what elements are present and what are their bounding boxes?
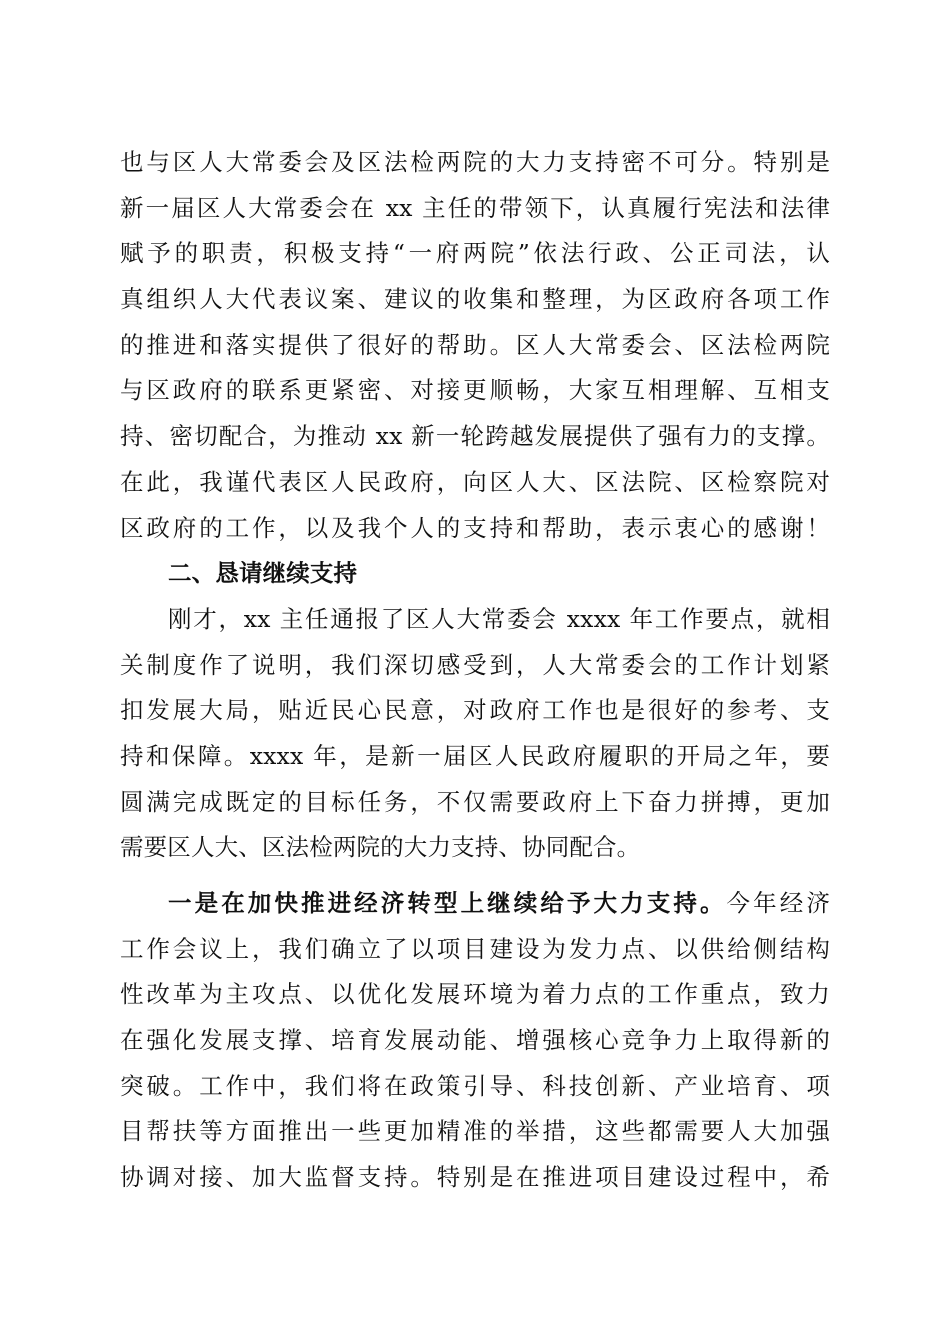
paragraph-line: 新一届区人大常委会在 xx 主任的带领下，认真履行宪法和法律 bbox=[120, 193, 830, 222]
paragraph-line: 也与区人大常委会及区法检两院的大力支持密不可分。特别是 bbox=[120, 148, 830, 176]
paragraph-line: 在此，我谨代表区人民政府，向区人大、区法院、区检察院对 bbox=[120, 467, 830, 496]
paragraph-line: 在强化发展支撑、培育发展动能、增强核心竞争力上取得新的 bbox=[120, 1026, 830, 1055]
paragraph-lead: 一是在加快推进经济转型上继续给予大力支持。 bbox=[168, 889, 727, 917]
section-heading: 二、恳请继续支持 bbox=[168, 559, 358, 588]
paragraph-line: 工作会议上，我们确立了以项目建设为发力点、以供给侧结构 bbox=[120, 934, 830, 963]
paragraph-line: 圆满完成既定的目标任务，不仅需要政府上下奋力拼搏，更加 bbox=[120, 787, 830, 816]
paragraph-line: 与区政府的联系更紧密、对接更顺畅，大家互相理解、互相支 bbox=[120, 376, 830, 405]
paragraph-line: 持、密切配合，为推动 xx 新一轮跨越发展提供了强有力的支撑。 bbox=[120, 422, 830, 451]
paragraph-line: 真组织人大代表议案、建议的收集和整理，为区政府各项工作 bbox=[120, 285, 830, 314]
paragraph-line: 目帮扶等方面推出一些更加精准的举措，这些都需要人大加强 bbox=[120, 1117, 830, 1146]
paragraph-request bbox=[120, 597, 830, 871]
paragraph-line: 性改革为主攻点、以优化发展环境为着力点的工作重点，致力 bbox=[120, 980, 830, 1009]
paragraph-line bbox=[120, 881, 830, 927]
paragraph-gap bbox=[120, 871, 830, 881]
paragraph-line: 区政府的工作，以及我个人的支持和帮助，表示衷心的感谢！ bbox=[120, 513, 830, 542]
paragraph-line: 需要区人大、区法检两院的大力支持、协同配合。 bbox=[120, 833, 641, 862]
paragraph-line: 扣发展大局，贴近民心民意，对政府工作也是很好的参考、支 bbox=[120, 696, 830, 725]
paragraph-thanks bbox=[120, 140, 830, 551]
paragraph-line: 关制度作了说明，我们深切感受到，人大常委会的工作计划紧 bbox=[120, 650, 830, 679]
paragraph-line: 突破。工作中，我们将在政策引导、科技创新、产业培育、项 bbox=[120, 1071, 830, 1100]
document-page bbox=[120, 140, 830, 1201]
paragraph-lead-rest: 今年经济 bbox=[726, 889, 830, 917]
paragraph-economy bbox=[120, 881, 830, 1201]
paragraph-line: 协调对接、加大监督支持。特别是在推进项目建设过程中，希 bbox=[120, 1163, 830, 1192]
paragraph-line: 刚才，xx 主任通报了区人大常委会 xxxx 年工作要点，就相 bbox=[168, 604, 830, 633]
paragraph-line: 赋予的职责，积极支持“一府两院”依法行政、公正司法，认 bbox=[120, 239, 830, 268]
paragraph-line: 持和保障。xxxx 年，是新一届区人民政府履职的开局之年，要 bbox=[120, 741, 830, 770]
paragraph-line: 的推进和落实提供了很好的帮助。区人大常委会、区法检两院 bbox=[120, 330, 830, 359]
